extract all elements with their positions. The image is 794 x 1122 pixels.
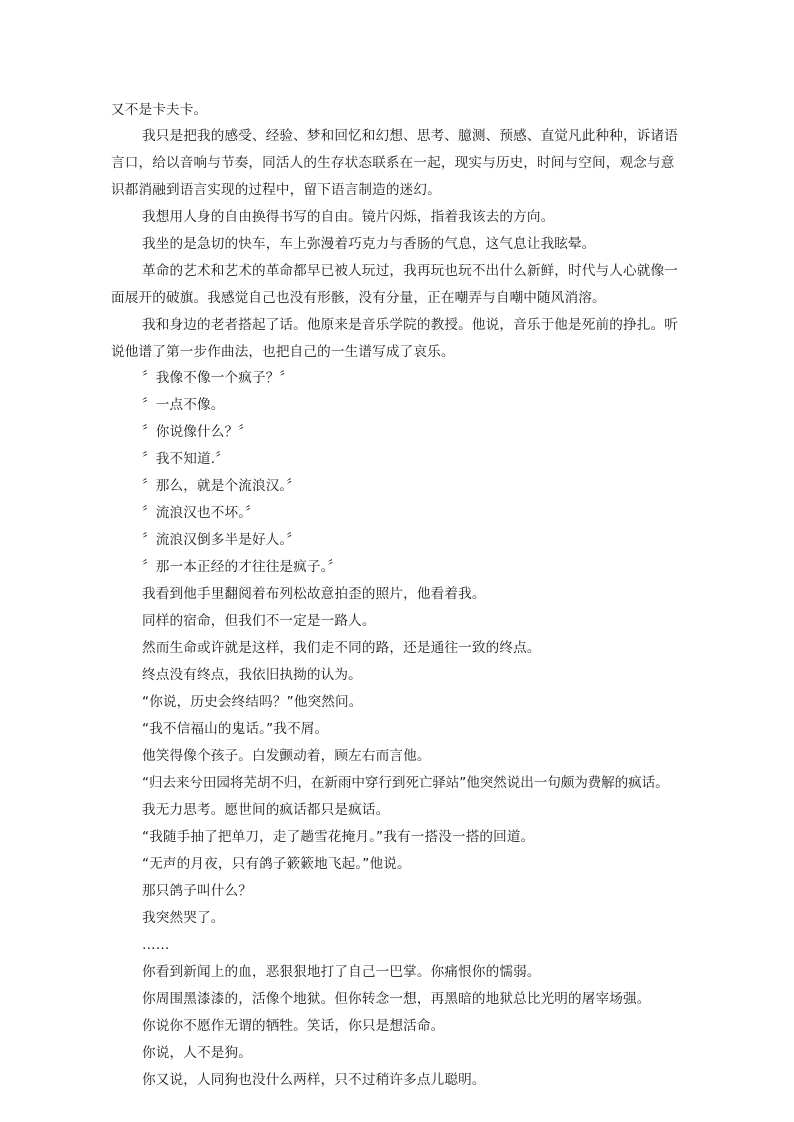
text-line: 说他谱了第一步作曲法，也把自己的一生谱写成了哀乐。 xyxy=(111,344,455,360)
text-line: 那只鸽子叫什么？ xyxy=(142,883,252,899)
text-line: 同样的宿命，但我们不一定是一路人。 xyxy=(142,613,376,629)
text-line: 我无力思考。愿世间的疯话都只是疯话。 xyxy=(142,802,390,818)
text-line: 终点没有终点，我依旧执拗的认为。 xyxy=(142,667,362,683)
text-line: 我突然哭了。 xyxy=(142,910,225,926)
text-line: 你周围黑漆漆的，活像个地狱。但你转念一想，再黑暗的地狱总比光明的屠宰场强。 xyxy=(142,991,651,1007)
text-line: 〞流浪汉也不坏。〞 xyxy=(142,505,259,521)
text-line: 你又说，人同狗也没什么两样，只不过稍许多点儿聪明。 xyxy=(142,1072,486,1088)
text-line: 〞我像不像一个疯子？〞 xyxy=(142,370,294,386)
text-line: 我和身边的老者搭起了话。他原来是音乐学院的教授。他说，音乐于他是死前的挣扎。听 xyxy=(142,317,679,333)
text-line: 然而生命或许就是这样，我们走不同的路，还是通往一致的终点。 xyxy=(142,640,541,656)
ellipsis-line: …… xyxy=(142,937,170,953)
text-line: “你说，历史会终结吗？”他突然问。 xyxy=(142,694,363,710)
text-line: 你看到新闻上的血，恶狠狠地打了自己一巴掌。你痛恨你的懦弱。 xyxy=(142,964,541,980)
text-line: 革命的艺术和艺术的革命都早已被人玩过，我再玩也玩不出什么新鲜，时代与人心就像一 xyxy=(142,263,679,279)
text-line: 〞那一本正经的才往往是疯子。〞 xyxy=(142,559,342,575)
text-line: 〞一点不像。 xyxy=(142,397,225,413)
text-line: 又不是卡夫卡。 xyxy=(111,102,208,118)
text-line: 言口，给以音响与节奏，同活人的生存状态联系在一起，现实与历史，时间与空间，观念与意 xyxy=(111,155,675,171)
text-line: “我随手抽了把单刀，走了趟雪花掩月。”我有一搭没一搭的回道。 xyxy=(142,829,535,845)
text-line: 我只是把我的感受、经验、梦和回忆和幻想、思考、臆测、预感、直觉凡此种种，诉诸语 xyxy=(142,128,679,144)
text-line: “归去来兮田园将芜胡不归，在新雨中穿行到死亡驿站”他突然说出一句颇为费解的疯话。 xyxy=(142,775,669,791)
text-line: 我想用人身的自由换得书写的自由。镜片闪烁，指着我该去的方向。 xyxy=(142,209,555,225)
text-line: “我不信福山的鬼话。”我不屑。 xyxy=(142,721,329,737)
text-line: 他笑得像个孩子。白发颤动着，顾左右而言他。 xyxy=(142,748,431,764)
text-line: 面展开的破旗。我感觉自己也没有形骸，没有分量，正在嘲弄与自嘲中随风消溶。 xyxy=(111,290,606,306)
text-line: “无声的月夜，只有鸽子簌簌地飞起。”他说。 xyxy=(142,856,411,872)
text-line: 我看到他手里翻阅着布列松故意拍歪的照片，他看着我。 xyxy=(142,586,486,602)
text-line: 你说你不愿作无谓的牺牲。笑话，你只是想活命。 xyxy=(142,1018,445,1034)
text-line: 〞你说像什么？〞 xyxy=(142,424,252,440)
text-line: 识都消融到语言实现的过程中，留下语言制造的迷幻。 xyxy=(111,182,441,198)
text-line: 〞我不知道.〞 xyxy=(142,451,229,467)
text-line: 〞流浪汉倒多半是好人。〞 xyxy=(142,532,301,548)
text-line: 〞那么，就是个流浪汉。〞 xyxy=(142,478,301,494)
text-line: 我坐的是急切的快车，车上弥漫着巧克力与香肠的气息，这气息让我眩晕。 xyxy=(142,236,596,252)
text-line: 你说，人不是狗。 xyxy=(142,1045,252,1061)
